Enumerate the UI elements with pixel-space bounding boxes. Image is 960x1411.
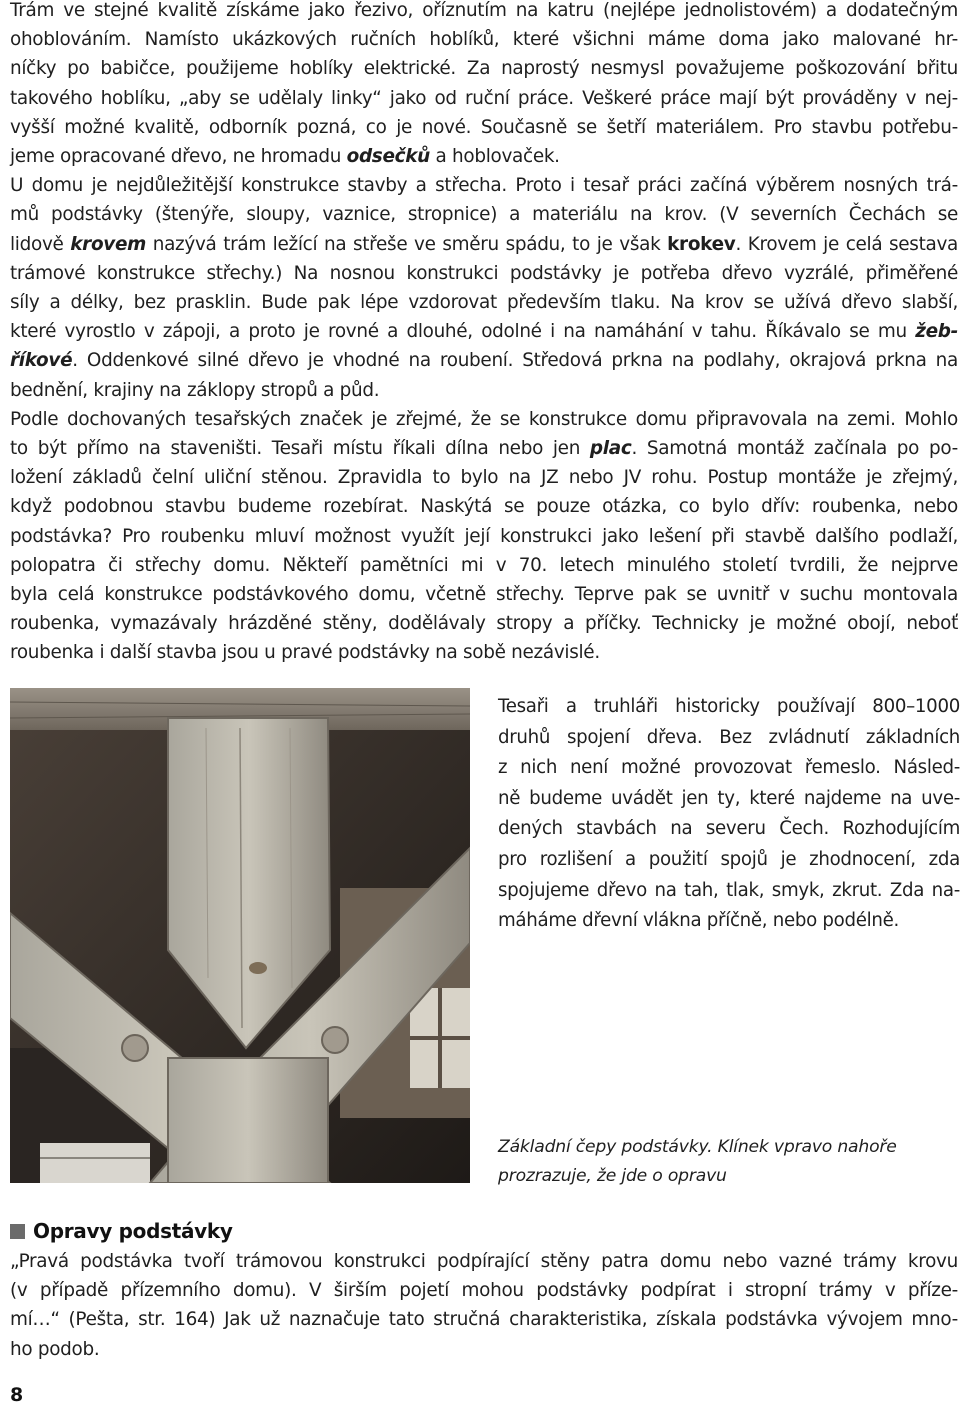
text-line: Podle dochovaných tesařských značek je zřejmé, že se konstrukce domu připravovala na zemi. Mohlo <box>10 408 958 430</box>
caption-line: prozrazuje, že jde o opravu <box>498 1165 727 1186</box>
emphasis-odsecku: odsečků <box>346 146 430 168</box>
text-line: lidově krovem nazývá trám ležící na střeše ve směru spádu, to je však krokev. Krovem je celá sestava <box>10 233 959 255</box>
emphasis-zebrikove: žeb- <box>915 321 958 343</box>
text-line: máháme dřevní vlákna příčně, nebo podélně. <box>498 910 899 932</box>
section-heading-text: Opravy podstávky <box>33 1219 233 1243</box>
text-line: síly a délky, bez prasklin. Bude pak lépe vzdorovat především tlaku. Na krov se užívá dřevo slabší, <box>10 292 958 314</box>
text-line: ho podob. <box>10 1338 100 1360</box>
emphasis-krokev: krokev <box>667 233 736 255</box>
timber-joint-photo <box>10 688 470 1183</box>
section-text <box>10 1247 958 1364</box>
page-number: 8 <box>10 1384 24 1406</box>
text-line: když podobnou stavbu budeme rozebírat. Naskýtá se pouze otázka, co bylo dřív: roubenka, nebo <box>10 496 958 518</box>
text-line: trámové konstrukce střechy.) Na nosnou konstrukci podstávky je potřeba dřevo vyzrálé, přiměřené <box>10 262 958 284</box>
text-line: to být přímo na staveništi. Tesaři místu říkali dílna nebo jen plac. Samotná montáž začínala po po- <box>10 438 958 460</box>
main-text <box>10 0 958 668</box>
text-line: které vyrostlo v zápoji, a proto je rovné a dlouhé, odolné i na namáhání v tahu. Říkávalo se mu žeb- <box>10 321 958 343</box>
emphasis-zebrikove-2: říkové <box>10 350 73 372</box>
text-line: U domu je nejdůležitější konstrukce stavby a střecha. Proto i tesař práci začíná výběrem nosných trá- <box>10 175 958 197</box>
text-line: roubenka, vymazávaly hrázděné stěny, dodělávaly stropy a příčky. Technicky je možné obojí, neboť <box>10 613 958 635</box>
text-line: říkové. Oddenkové silné dřevo je vhodné na roubení. Středová prkna na podlahy, okrajová prkna na <box>10 350 958 372</box>
caption-line: Základní čepy podstávky. Klínek vpravo nahoře <box>498 1137 897 1157</box>
text-line: podstávka? Pro roubenku mluví možnost využít její konstrukci jako lešení při stavbě dalšího podlaží, <box>10 525 958 547</box>
text-line: z nich není možné provozovat řemeslo. Násled- <box>498 757 960 779</box>
timber-joint-illustration <box>10 688 470 1183</box>
text-line: polopatra či střechy domu. Někteří pamětníci mi v 70. letech minulého století tvrdili, že nejprve <box>10 554 958 576</box>
text-line: pro rozlišení a použití spojů je zhodnocení, zda <box>498 848 960 870</box>
photo-caption <box>498 1133 938 1190</box>
text-line: ohoblováním. Namísto ukázkových ručních hoblíků, které všichni máme doma jako malované hr- <box>10 29 958 51</box>
text-line: Trám ve stejné kvalitě získáme jako řezivo, oříznutím na katru (nejlépe jednolistovém) a dodatečným <box>10 0 958 21</box>
text-line: „Pravá podstávka tvoří trámovou konstrukci podpírající stěny patra domu nebo vazné trámy krovu <box>10 1251 958 1272</box>
text-line: mí…“ (Pešta, str. 164) Jak už naznačuje tato stručná charakteristika, získala podstávka vývojem mno- <box>10 1309 958 1331</box>
text-line: druhů spojení dřeva. Bez zvládnutí základních <box>498 726 960 748</box>
text-line: spojujeme dřevo na tah, tlak, smyk, zkrut. Zda na- <box>498 879 960 901</box>
text-line: Tesaři a truhláři historicky používají 800–1000 <box>498 696 960 717</box>
text-line: mů podstávky (štenýře, sloupy, vaznice, stropnice) a materiálu na krov. (V severních Čechách se <box>10 204 958 226</box>
text-line: (v případě přízemního domu). V širším pojetí mohou podstávky podpírat i stropní trámy v přízе- <box>10 1280 958 1302</box>
side-text <box>498 692 960 937</box>
text-line: níčky po babičce, použijeme hoblíky elektrické. Za naprostý nesmysl považujeme poškozování břitu <box>10 58 958 80</box>
heading-bullet-icon <box>10 1224 25 1239</box>
text-line: vyšší možné kvalitě, odborník pozná, co je nové. Současně se šetří materiálem. Pro stavbu potřebu- <box>10 116 958 138</box>
text-line: dených stavbách na severu Čech. Rozhodujícím <box>498 818 960 840</box>
text-line: ně budeme uvádět jen ty, které najdeme na uve- <box>498 787 960 809</box>
text-line: byla celá konstrukce podstávkového domu, včetně střechy. Teprve pak se uvnitř v suchu montovala <box>10 584 958 606</box>
emphasis-plac: plac <box>589 438 632 460</box>
section-heading <box>10 1215 233 1247</box>
text-line: bednění, krajiny na záklopy stropů a půd. <box>10 379 380 401</box>
text-line: roubenka i další stavba jsou u pravé podstávky na sobě nezávislé. <box>10 642 600 664</box>
text-line: takového hoblíku, „aby se udělaly linky“ jako od ruční práce. Veškeré práce mají být prováděny v nej- <box>10 87 958 109</box>
emphasis-krovem: krovem <box>70 233 147 255</box>
text-line: ložení základů čelní uliční stěnou. Zpravidla to bylo na JZ nebo JV rohu. Postup montáže je zřejmý, <box>10 467 958 489</box>
text-line: jeme opracované dřevo, ne hromadu odsečků a hoblovaček. <box>10 146 560 168</box>
